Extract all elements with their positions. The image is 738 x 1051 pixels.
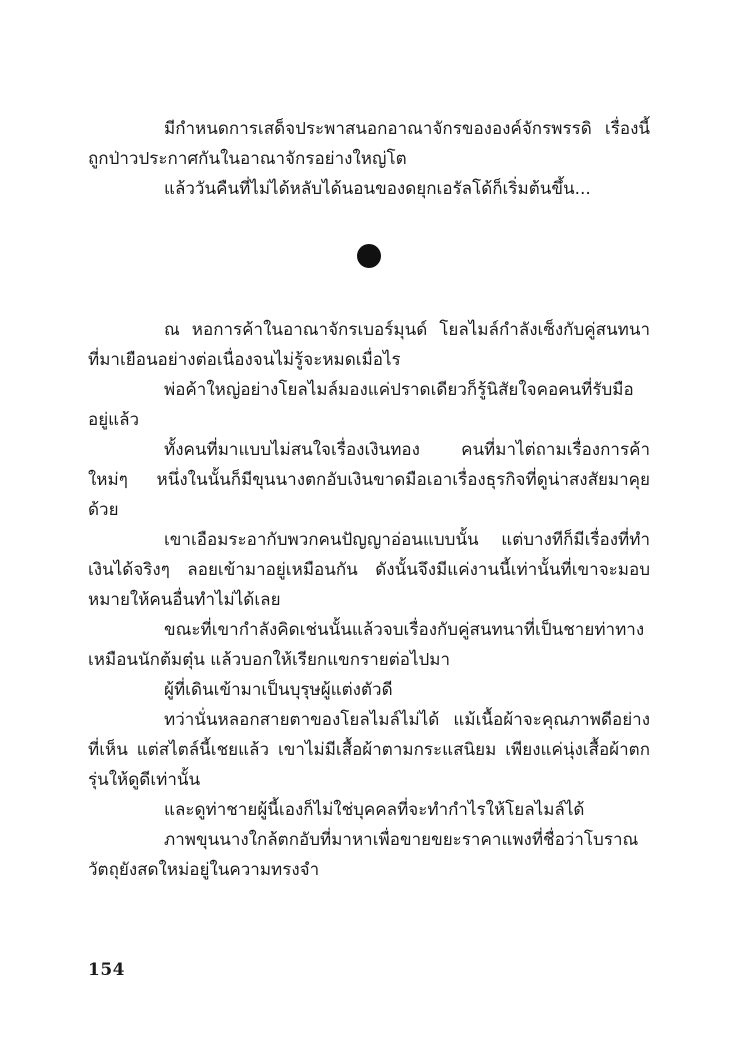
paragraph: และดูท่าชายผู้นี้เองก็ไม่ใช่บุคคลที่จะทำกำไรให้โยลไมล์ได้ — [164, 800, 585, 820]
paragraph: แล้ววันคืนที่ไม่ได้หลับได้นอนของดยุกเอรัลโด้ก็เริ่มต้นขึ้น... — [164, 179, 591, 199]
section-2-text — [88, 315, 650, 885]
paragraph: มีกำหนดการเสด็จประพาสนอกอาณาจักรขององค์จักรพรรดิ เรื่องนี้ถูกป่าวประกาศกันในอาณาจักรอย่างใหญ่โต — [88, 119, 650, 169]
paragraph: ณ หอการค้าในอาณาจักรเบอร์มุนด์ โยลไมล์กำลังเซ็งกับคู่สนทนาที่มาเยือนอย่างต่อเนื่องจนไม่รู้จะหมดเมื่อไร — [88, 320, 650, 370]
paragraph: ผู้ที่เดินเข้ามาเป็นบุรุษผู้แต่งตัวดี — [164, 680, 393, 700]
paragraph: ทว่านั่นหลอกสายตาของโยลไมล์ไม่ได้ แม้เนื้อผ้าจะคุณภาพดีอย่างที่เห็น แต่สไตล์นี้เชยแล้ว เขาไม่มีเสื้อผ้าตามกระแสนิยม เพียงแค่นุ่งเสื้อผ้าตกรุ่นให้ดูดีเท่านั้น — [88, 710, 650, 790]
paragraph: ทั้งคนที่มาแบบไม่สนใจเรื่องเงินทอง คนที่มาไต่ถามเรื่องการค้าใหม่ๆ หนึ่งในนั้นก็มีขุนนางตกอับเงินขาดมือเอาเรื่องธุรกิจที่ดูน่าสงสัยมาคุยด้วย — [88, 440, 650, 520]
section-1-text — [88, 114, 650, 204]
paragraph: พ่อค้าใหญ่อย่างโยลไมล์มองแค่ปราดเดียวก็รู้นิสัยใจคอคนที่รับมืออยู่แล้ว — [88, 380, 634, 430]
section-break-dot-icon — [357, 244, 381, 268]
paragraph: ขณะที่เขากำลังคิดเช่นนั้นแล้วจบเรื่องกับคู่สนทนาที่เป็นชายท่าทางเหมือนนักต้มตุ๋น แล้วบอกให้เรียกแขกรายต่อไปมา — [88, 620, 645, 670]
paragraph: เขาเอือมระอากับพวกคนปัญญาอ่อนแบบนั้น แต่บางทีก็มีเรื่องที่ทำเงินได้จริงๆ ลอยเข้ามาอยู่เหมือนกัน ดังนั้นจึงมีแค่งานนี้เท่านั้นที่เขาจะมอบหมายให้คนอื่นทำไม่ได้เลย — [88, 530, 650, 610]
page-number: 154 — [88, 960, 125, 980]
paragraph: ภาพขุนนางใกล้ตกอับที่มาหาเพื่อขายขยะราคาแพงที่ชื่อว่าโบราณวัตถุยังสดใหม่อยู่ในความทรงจำ — [88, 830, 639, 880]
